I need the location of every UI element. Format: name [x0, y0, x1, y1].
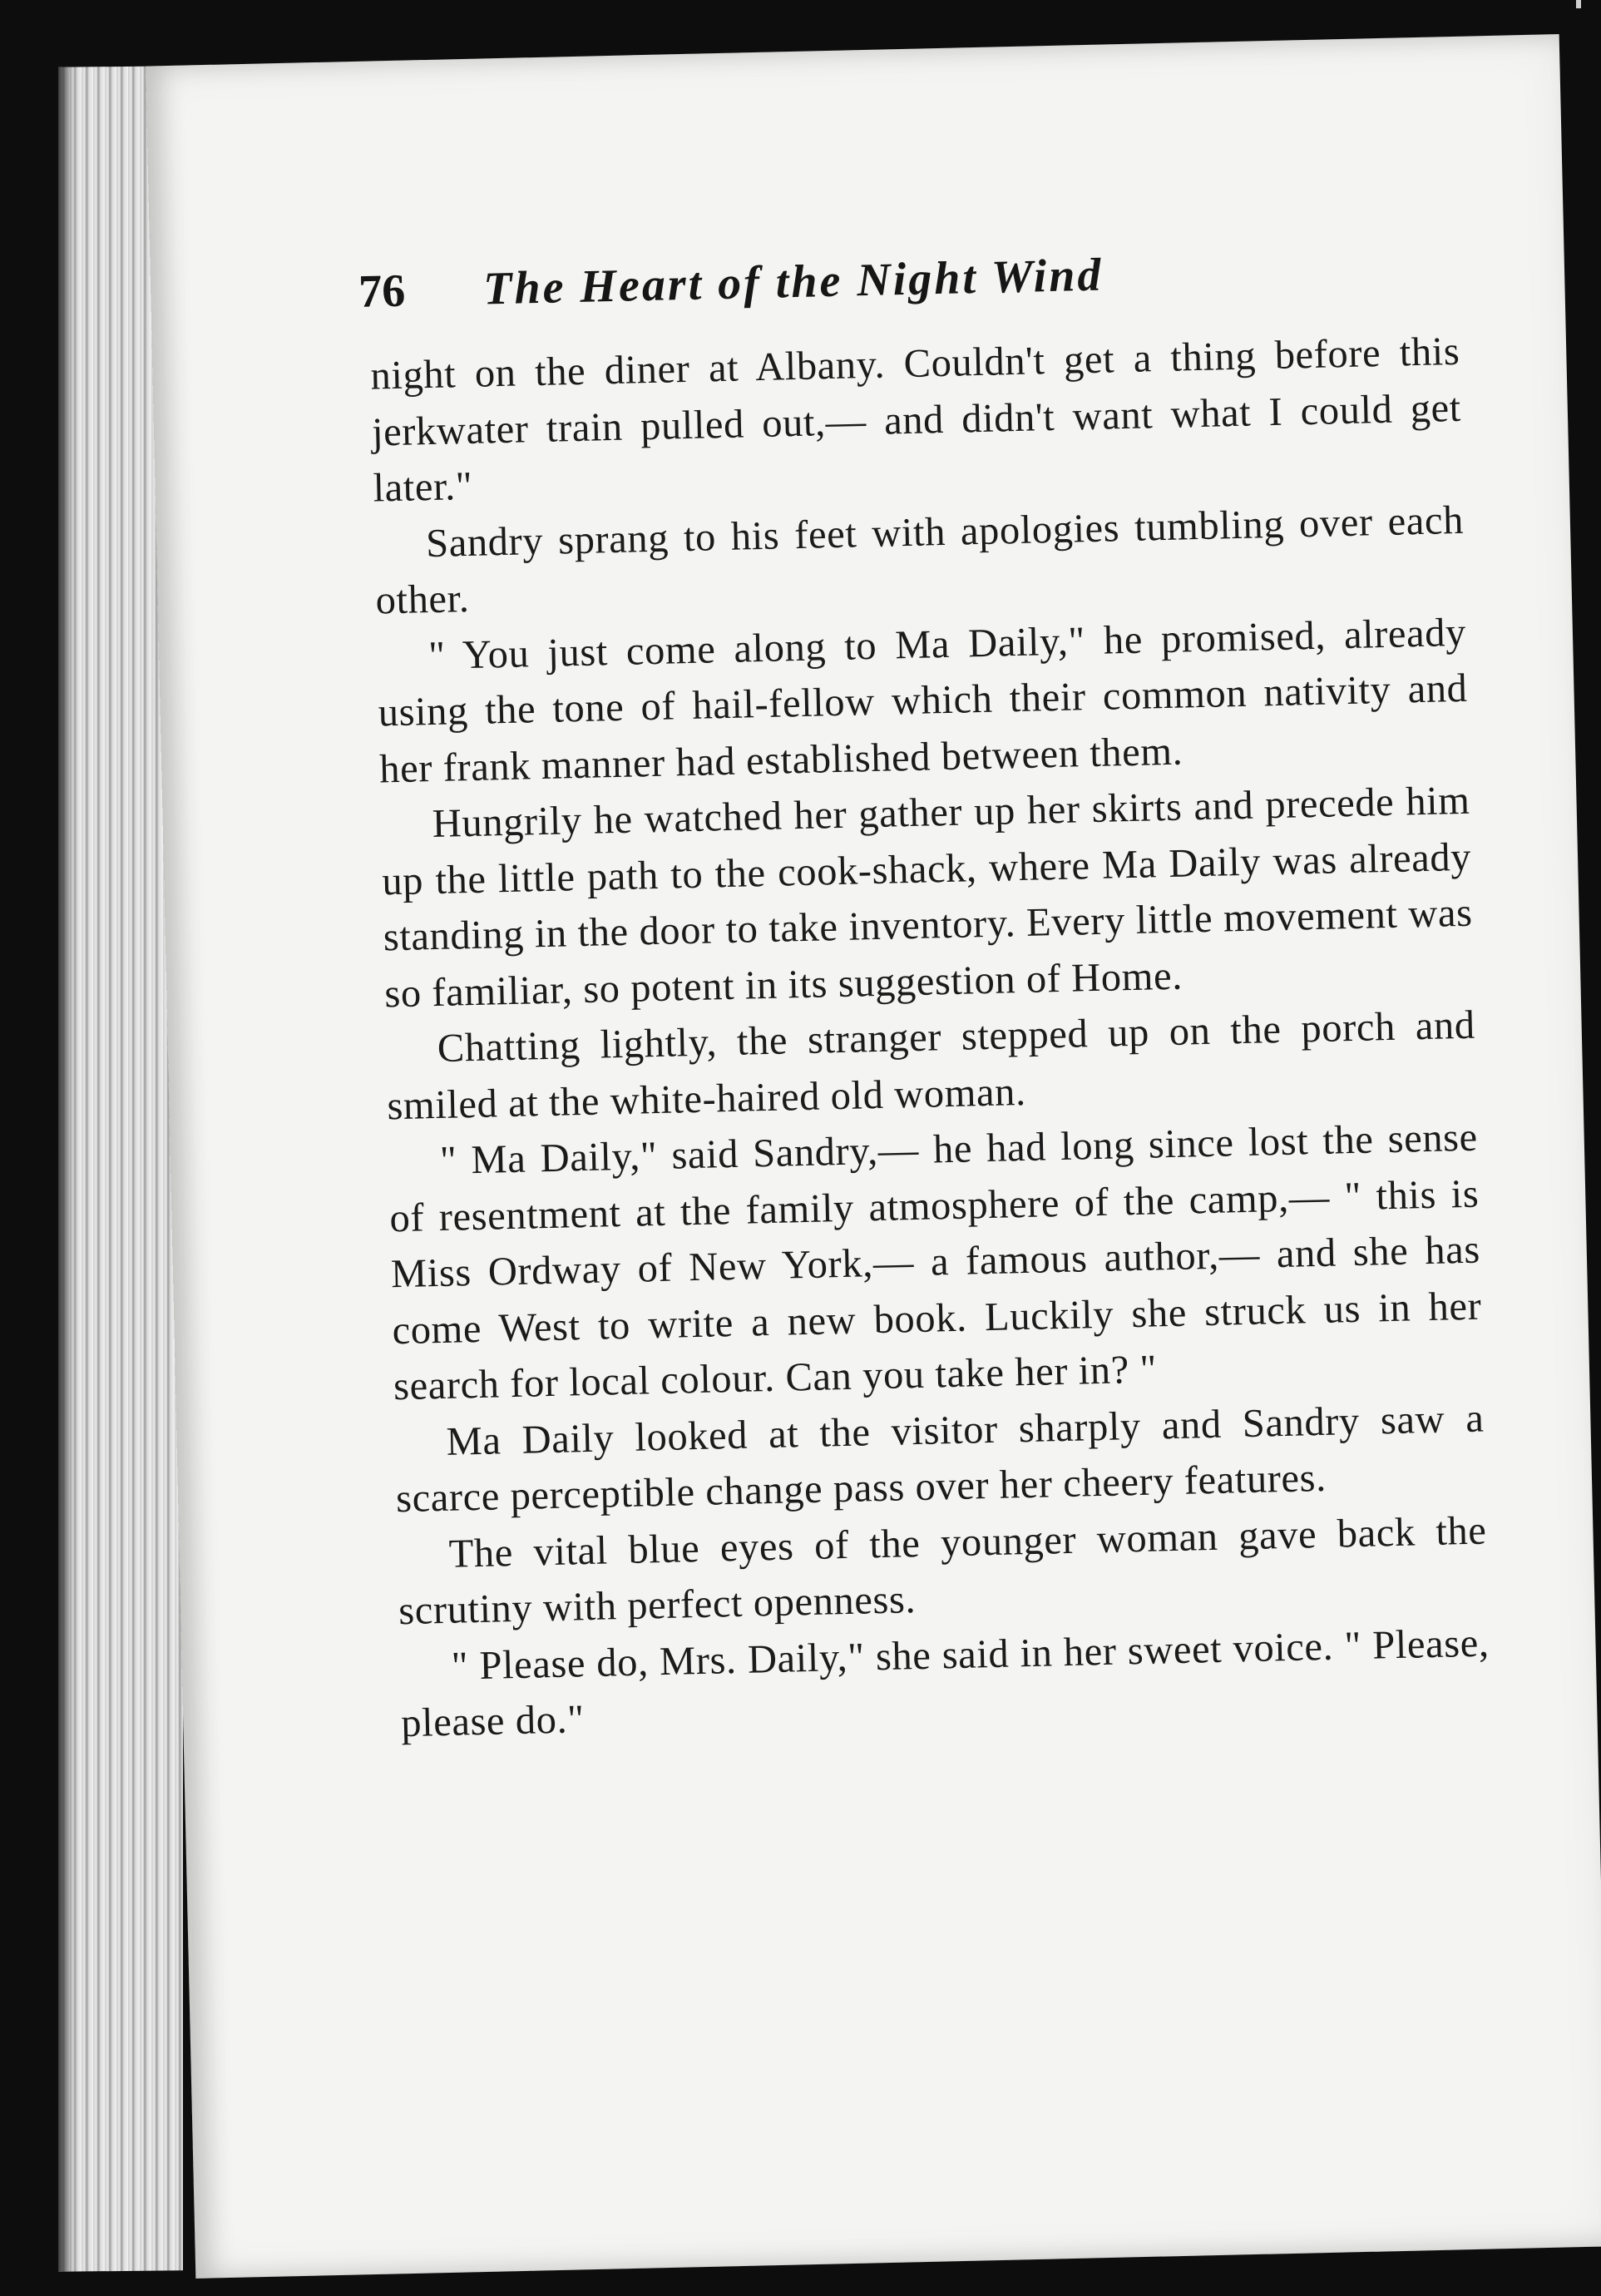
paragraph: The vital blue eyes of the younger woman gave back the scrutiny with perfect openness.: [398, 1508, 1487, 1634]
paragraph: " You just come along to Ma Daily," he promised, already using the tone of hail-fellow which their common nativity and her frank manner had established between them.: [378, 610, 1469, 791]
paragraph: Sandry sprang to his feet with apologies tumbling over each other.: [375, 497, 1465, 623]
paragraph: " Please do, Mrs. Daily," she said in her sweet voice. " Please, please do.": [400, 1620, 1490, 1746]
paragraph: Ma Daily looked at the visitor sharply and Sandry saw a scarce perceptible change pass over her cheery features.: [395, 1396, 1485, 1522]
paragraph: Chatting lightly, the stranger stepped up on the porch and smiled at the white-haired old woman.: [386, 1002, 1476, 1128]
paragraph: night on the diner at Albany. Couldn't get a thing before this jerkwater train pulled out,— and didn't want what I could get later.": [369, 329, 1462, 511]
scan-artifact: [1576, 0, 1581, 8]
book-page: [146, 34, 1601, 2279]
body-text: [370, 324, 1491, 1752]
paragraph: Hungrily he watched her gather up her skirts and precede him up the little path to the cook-shack, where Ma Daily was already standing in the door to take inventory. Every little movement was so familiar, so potent in its suggestion of Home.: [381, 778, 1474, 1016]
page-number: 76: [358, 265, 406, 318]
page-header: [358, 240, 1440, 318]
running-title: The Heart of the Night Wind: [482, 249, 1104, 315]
paragraph: " Ma Daily," said Sandry,— he had long since lost the sense of resentment at the family atmosphere of the camp,— " this is Miss Ordway of New York,— a famous author,— and she has come West to write a new book. Luckily she struck us in her search for local colour. Can you take her in? ": [388, 1115, 1482, 1409]
